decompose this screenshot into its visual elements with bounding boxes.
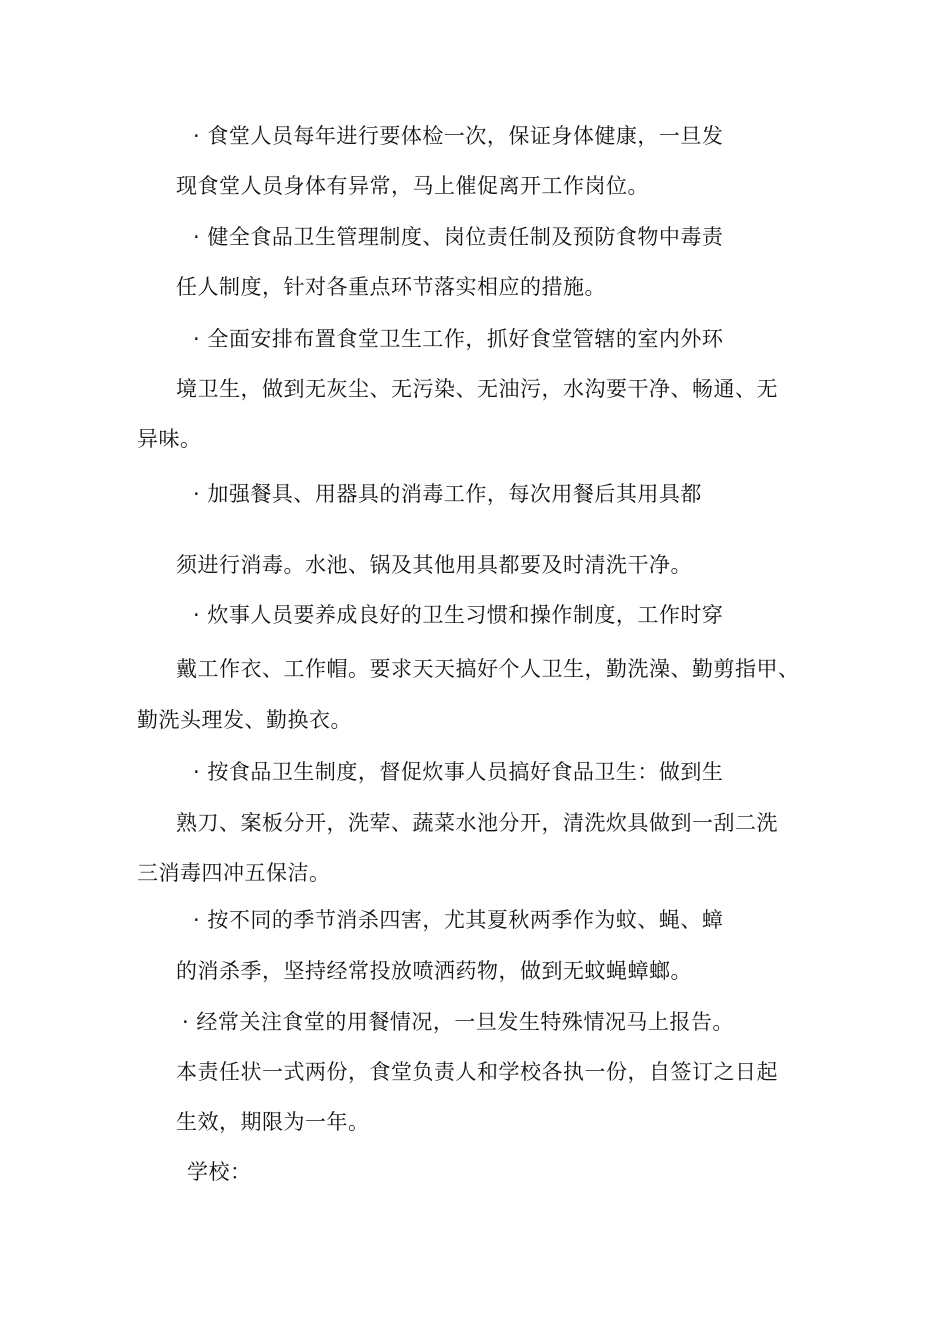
bullet-hygiene-system: · 健全食品卫生管理制度、岗位责任制及预防食物中毒责 <box>193 225 724 249</box>
text-line: 任人制度，针对各重点环节落实相应的措施。 <box>176 275 606 299</box>
school-signature-label: 学校： <box>187 1160 252 1184</box>
bullet-pest-control: · 按不同的季节消杀四害，尤其夏秋两季作为蚊、蝇、蟑 <box>193 908 724 932</box>
text-line: 三消毒四冲五保洁。 <box>137 861 331 885</box>
bullet-food-hygiene: · 按食品卫生制度，督促炊事人员搞好食品卫生：做到生 <box>193 760 724 784</box>
bullet-cook-habits: · 炊事人员要养成良好的卫生习惯和操作制度，工作时穿 <box>193 603 724 627</box>
text-line: 熟刀、案板分开，洗荤、蔬菜水池分开，清洗炊具做到一刮二洗 <box>176 811 778 835</box>
text-line: 境卫生，做到无灰尘、无污染、无油污，水沟要干净、畅通、无 <box>176 377 778 401</box>
bullet-tableware-disinfection: · 加强餐具、用器具的消毒工作，每次用餐后其用具都 <box>193 482 702 506</box>
text-line: 勤洗头理发、勤换衣。 <box>137 708 352 732</box>
text-line: 现食堂人员身体有异常，马上催促离开工作岗位。 <box>176 174 649 198</box>
text-line: 戴工作衣、工作帽。要求天天搞好个人卫生，勤洗澡、勤剪指甲、 <box>176 657 800 681</box>
text-line: 须进行消毒。水池、锅及其他用具都要及时清洗干净。 <box>176 553 692 577</box>
closing-statement: 本责任状一式两份，食堂负责人和学校各执一份，自签订之日起 <box>176 1060 778 1084</box>
bullet-dining-monitoring: · 经常关注食堂的用餐情况，一旦发生特殊情况马上报告。 <box>182 1010 734 1034</box>
bullet-canteen-sanitation: · 全面安排布置食堂卫生工作，抓好食堂管辖的室内外环 <box>193 327 724 351</box>
text-line: 生效，期限为一年。 <box>176 1110 370 1134</box>
bullet-health-check: · 食堂人员每年进行要体检一次，保证身体健康，一旦发 <box>193 124 724 148</box>
text-line: 异味。 <box>137 427 202 451</box>
text-line: 的消杀季，坚持经常投放喷洒药物，做到无蚊蝇蟑螂。 <box>176 959 692 983</box>
